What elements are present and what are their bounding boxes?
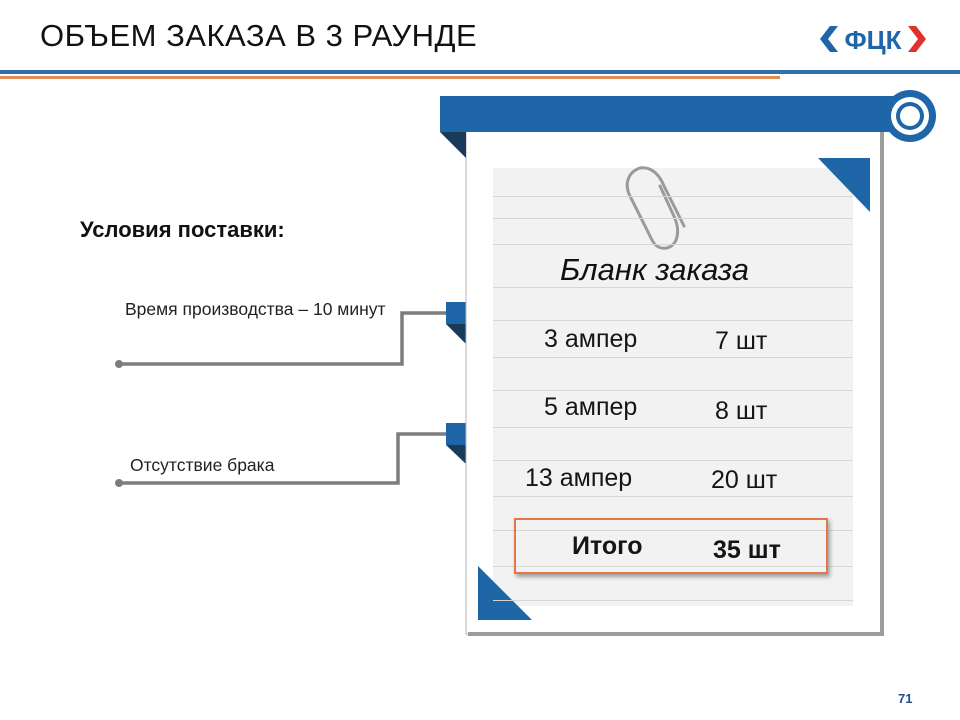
page-title: ОБЪЕМ ЗАКАЗА В 3 РАУНДЕ — [40, 18, 478, 53]
paper-line — [493, 218, 853, 219]
condition-production-time: Время производства – 10 минут — [125, 299, 386, 319]
total-label: Итого — [572, 532, 643, 560]
paper-line — [493, 320, 853, 321]
page-number: 71 — [898, 691, 913, 706]
order-form-title: Бланк заказа — [560, 252, 750, 287]
order-item-label: 3 ампер — [544, 325, 638, 353]
paper-line — [493, 196, 853, 197]
total-qty: 35 шт — [713, 536, 781, 564]
paper-line — [493, 427, 853, 428]
order-item-qty: 7 шт — [715, 327, 768, 355]
paper-line — [493, 357, 853, 358]
order-item-label: 5 ампер — [544, 393, 638, 421]
paper-line — [493, 244, 853, 245]
total-highlight-box — [514, 518, 828, 574]
paper-line — [493, 460, 853, 461]
order-item-label: 13 ампер — [525, 464, 633, 492]
conditions-heading: Условия поставки: — [80, 217, 285, 242]
condition-no-defects: Отсутствие брака — [130, 455, 275, 475]
paper-line — [493, 600, 853, 601]
order-item-qty: 20 шт — [711, 466, 778, 494]
order-item-qty: 8 шт — [715, 397, 768, 425]
logo-text: ФЦК — [844, 25, 902, 55]
paper-line — [493, 496, 853, 497]
paper-line — [493, 390, 853, 391]
